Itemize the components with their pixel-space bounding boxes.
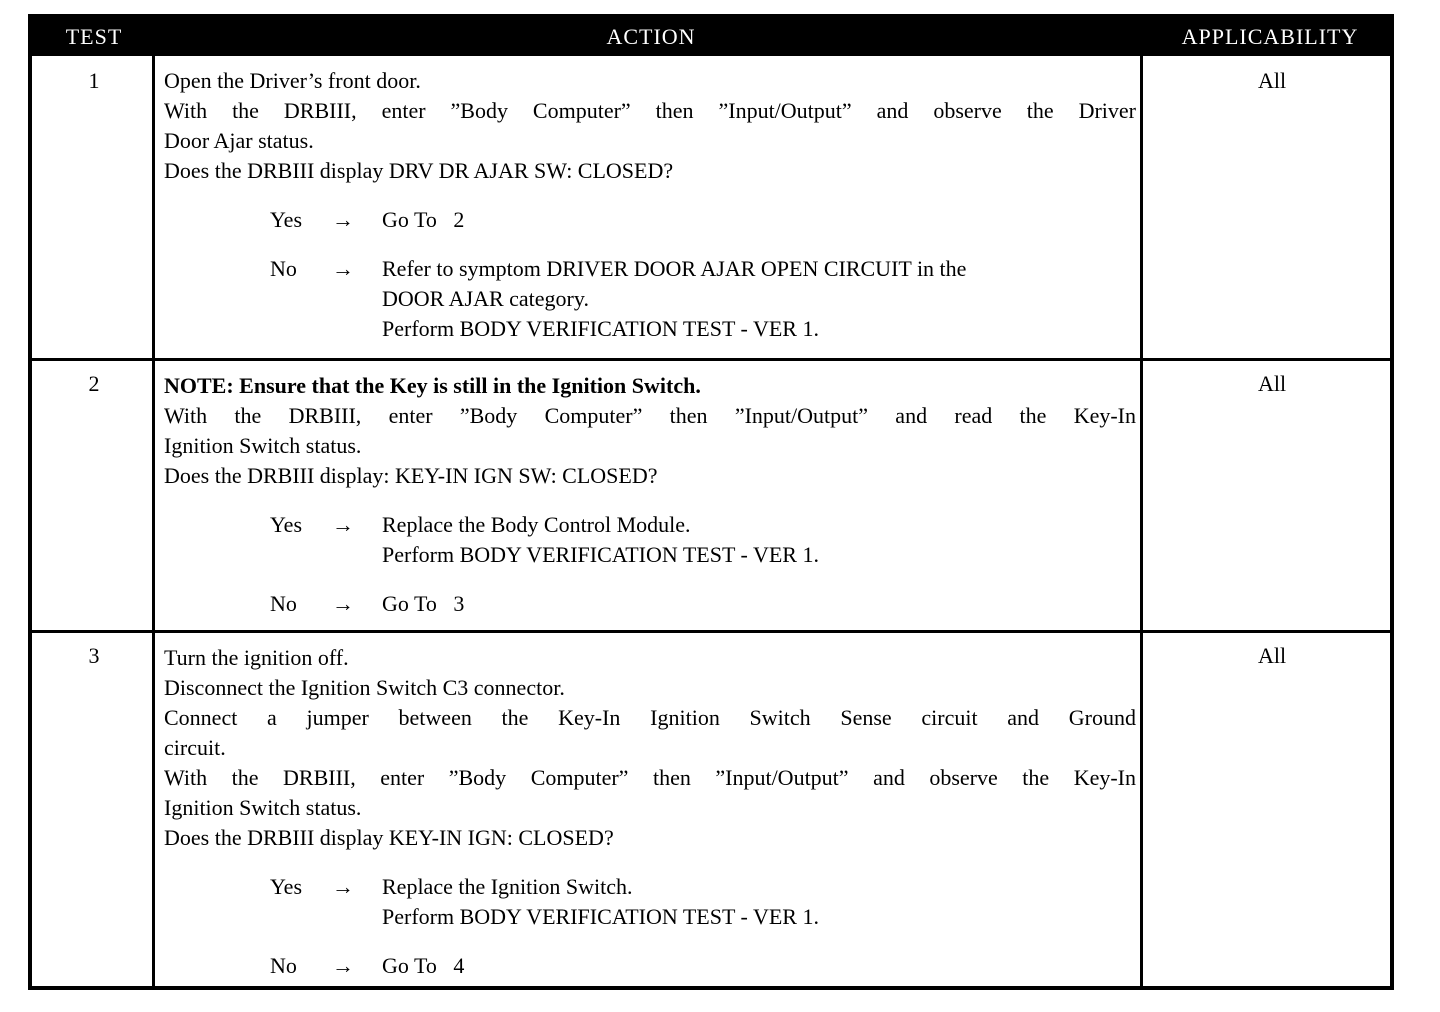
header-applicability: APPLICABILITY [1181, 24, 1359, 49]
action-line: Door Ajar status. [164, 128, 314, 153]
action-cell [164, 66, 1136, 344]
table-row [32, 56, 1390, 358]
outcome-result [382, 254, 1136, 344]
applicability-value: All [1257, 643, 1287, 668]
action-line: Ignition Switch status. [164, 433, 362, 458]
outcome-label: Yes [270, 512, 303, 537]
note-line: NOTE: Ensure that the Key is still in the Ignition Switch. [164, 373, 701, 398]
action-line: circuit. [164, 735, 226, 760]
header-test: TEST [65, 24, 123, 49]
outcome-no [164, 254, 1136, 344]
applicability-value: All [1257, 68, 1287, 93]
table-row [32, 358, 1390, 630]
action-line: Does the DRBIII display DRV DR AJAR SW: CLOSED? [164, 158, 674, 183]
result-line: Replace the Ignition Switch. [382, 874, 633, 899]
action-cell [164, 643, 1136, 981]
result-line: Replace the Body Control Module. [382, 512, 691, 537]
diagnostic-test-table [28, 14, 1394, 990]
outcome-yes [164, 872, 1136, 932]
action-line: Ignition Switch status. [164, 795, 362, 820]
outcome-label: No [270, 256, 297, 281]
outcome-no [164, 951, 1136, 981]
test-number: 1 [88, 68, 100, 93]
arrow-icon: → [332, 953, 354, 978]
outcome-yes [164, 205, 1136, 235]
result-line: Perform BODY VERIFICATION TEST - VER 1. [382, 542, 819, 567]
outcome-yes [164, 510, 1136, 570]
outcome-no [164, 589, 1136, 619]
arrow-icon: → [332, 256, 354, 281]
result-line: Perform BODY VERIFICATION TEST - VER 1. [382, 904, 819, 929]
result-line: Refer to symptom DRIVER DOOR AJAR OPEN CIRCUIT in the [382, 256, 967, 281]
action-line: Open the Driver’s front door. [164, 68, 421, 93]
outcome-result [382, 872, 1136, 932]
arrow-icon: → [332, 512, 354, 537]
outcome-label: Yes [270, 874, 303, 899]
action-line: Does the DRBIII display KEY-IN IGN: CLOSED? [164, 825, 614, 850]
action-cell [164, 371, 1136, 619]
action-line: Disconnect the Ignition Switch C3 connector. [164, 675, 565, 700]
outcome-label: Yes [270, 207, 303, 232]
outcome-result [382, 205, 1136, 235]
outcome-result [382, 951, 1136, 981]
arrow-icon: → [332, 591, 354, 616]
action-line: With the DRBIII, enter ”Body Computer” then ”Input/Output” and observe the Key-In [164, 765, 1136, 790]
test-number: 2 [88, 371, 100, 396]
outcome-result [382, 510, 1136, 570]
arrow-icon: → [332, 207, 354, 232]
result-line: DOOR AJAR category. [382, 286, 589, 311]
action-line: Does the DRBIII display: KEY-IN IGN SW: CLOSED? [164, 463, 658, 488]
action-line: Connect a jumper between the Key-In Ignition Switch Sense circuit and Ground [164, 705, 1136, 730]
action-line: With the DRBIII, enter ”Body Computer” then ”Input/Output” and read the Key-In [164, 403, 1136, 428]
table-row [32, 630, 1390, 986]
header-action: ACTION [606, 24, 696, 49]
result-line: Go To 2 [382, 207, 465, 232]
arrow-icon: → [332, 874, 354, 899]
applicability-value: All [1257, 371, 1287, 396]
result-line: Go To 3 [382, 591, 465, 616]
table-header [32, 18, 1390, 56]
test-number: 3 [88, 643, 100, 668]
outcome-label: No [270, 953, 297, 978]
action-line: With the DRBIII, enter ”Body Computer” then ”Input/Output” and observe the Driver [164, 98, 1136, 123]
result-line: Go To 4 [382, 953, 465, 978]
outcome-result [382, 589, 1136, 619]
action-line: Turn the ignition off. [164, 645, 349, 670]
outcome-label: No [270, 591, 297, 616]
result-line: Perform BODY VERIFICATION TEST - VER 1. [382, 316, 819, 341]
